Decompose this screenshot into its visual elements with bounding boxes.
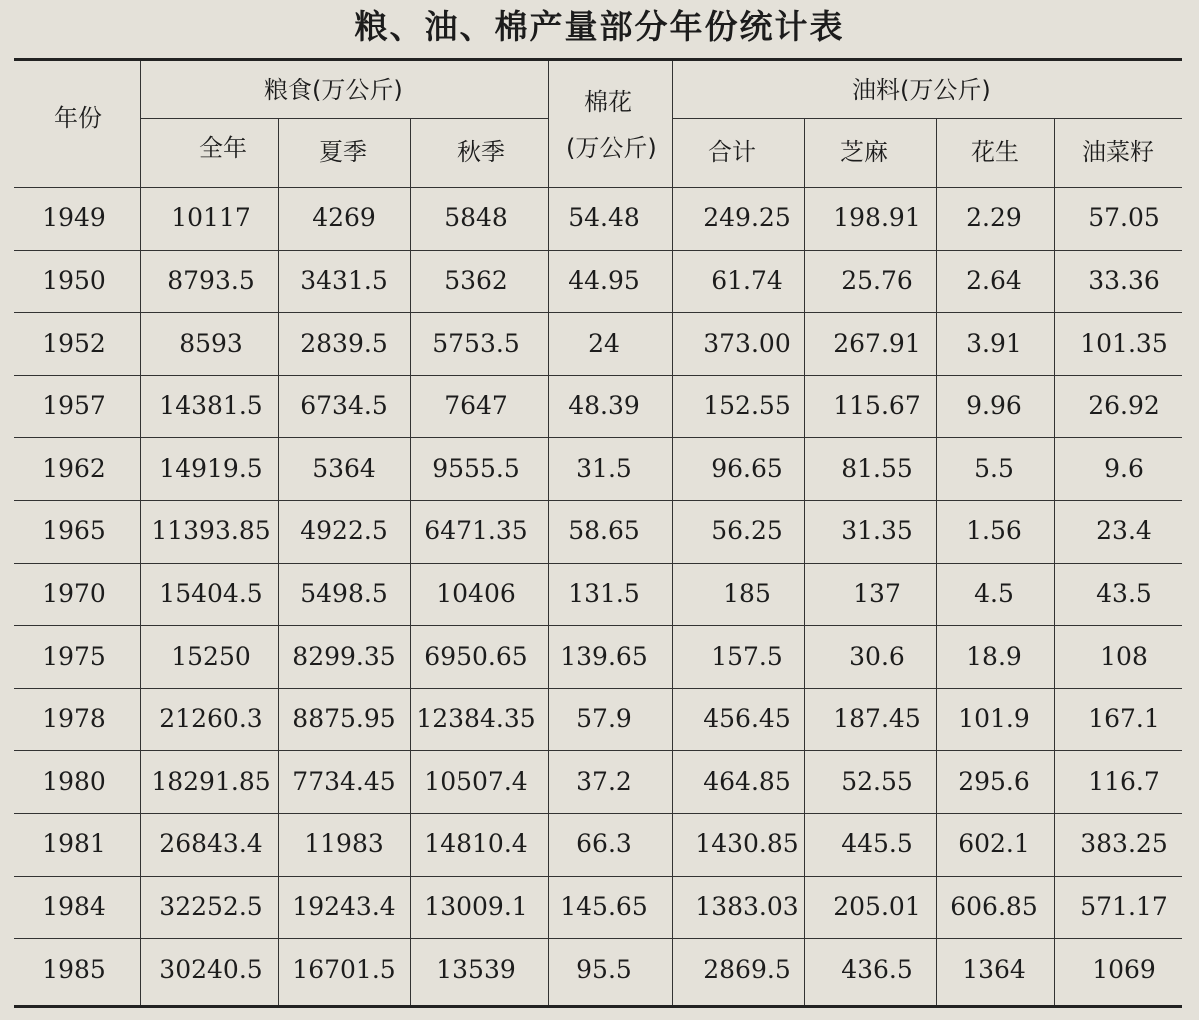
cell-cotton: 95.5 <box>576 954 632 984</box>
cell-rapeseed: 101.35 <box>1080 328 1168 358</box>
column-divider <box>140 61 141 1005</box>
cell-year: 1980 <box>42 766 106 796</box>
header-divider <box>14 187 1182 188</box>
cell-autumn: 7647 <box>444 391 508 421</box>
cell-peanut: 5.5 <box>974 453 1014 483</box>
column-divider <box>804 118 805 1005</box>
cell-sesame: 198.91 <box>833 203 921 233</box>
cell-autumn: 13539 <box>436 954 516 984</box>
cell-oil-total: 152.55 <box>703 391 791 421</box>
cell-cotton: 48.39 <box>568 391 640 421</box>
cell-oil-total: 373.00 <box>703 328 791 358</box>
cell-oil-total: 464.85 <box>703 766 791 796</box>
cell-grain-total: 11393.85 <box>151 516 271 546</box>
cell-summer: 4269 <box>312 203 376 233</box>
cell-peanut: 2.64 <box>966 265 1022 295</box>
cell-sesame: 137 <box>853 578 901 608</box>
column-divider <box>410 118 411 1005</box>
cell-year: 1950 <box>42 265 106 295</box>
cell-rapeseed: 26.92 <box>1088 391 1160 421</box>
cell-year: 1970 <box>42 578 106 608</box>
cell-oil-total: 1430.85 <box>695 829 799 859</box>
cell-cotton: 37.2 <box>576 766 632 796</box>
cell-sesame: 267.91 <box>833 328 921 358</box>
cell-summer: 7734.45 <box>292 766 396 796</box>
cell-autumn: 14810.4 <box>424 829 528 859</box>
cell-summer: 8299.35 <box>292 641 396 671</box>
cell-cotton: 54.48 <box>568 203 640 233</box>
cell-peanut: 1.56 <box>966 516 1022 546</box>
cell-grain-total: 21260.3 <box>159 704 263 734</box>
row-divider <box>14 437 1182 438</box>
cell-sesame: 30.6 <box>849 641 905 671</box>
cell-peanut: 101.9 <box>958 704 1030 734</box>
row-divider <box>14 688 1182 689</box>
row-divider <box>14 312 1182 313</box>
header-sesame: 芝麻 <box>840 138 888 166</box>
cell-peanut: 9.96 <box>966 391 1022 421</box>
row-divider <box>14 500 1182 501</box>
cell-rapeseed: 57.05 <box>1088 203 1160 233</box>
cell-summer: 6734.5 <box>300 391 388 421</box>
cell-oil-total: 185 <box>723 578 771 608</box>
cell-cotton: 58.65 <box>568 516 640 546</box>
header-rapeseed: 油菜籽 <box>1082 138 1154 166</box>
cell-oil-total: 2869.5 <box>703 954 791 984</box>
row-divider <box>14 938 1182 939</box>
cell-peanut: 18.9 <box>966 641 1022 671</box>
row-divider <box>14 813 1182 814</box>
cell-year: 1985 <box>42 954 106 984</box>
column-divider <box>1054 118 1055 1005</box>
column-divider <box>672 61 673 1005</box>
cell-rapeseed: 116.7 <box>1088 766 1160 796</box>
cell-year: 1965 <box>42 516 106 546</box>
cell-rapeseed: 23.4 <box>1096 516 1152 546</box>
cell-cotton: 131.5 <box>568 578 640 608</box>
cell-cotton: 44.95 <box>568 265 640 295</box>
cell-grain-total: 14381.5 <box>159 391 263 421</box>
cell-summer: 16701.5 <box>292 954 396 984</box>
cell-autumn: 12384.35 <box>416 704 536 734</box>
row-divider <box>14 375 1182 376</box>
cell-grain-total: 26843.4 <box>159 829 263 859</box>
row-divider <box>14 563 1182 564</box>
cell-summer: 2839.5 <box>300 328 388 358</box>
cell-summer: 11983 <box>304 829 384 859</box>
cell-sesame: 31.35 <box>841 516 913 546</box>
header-year: 年份 <box>54 104 102 132</box>
cell-rapeseed: 108 <box>1100 641 1148 671</box>
cell-year: 1962 <box>42 453 106 483</box>
header-autumn: 秋季 <box>457 138 505 166</box>
cell-summer: 3431.5 <box>300 265 388 295</box>
cell-oil-total: 249.25 <box>703 203 791 233</box>
row-divider <box>14 250 1182 251</box>
cell-grain-total: 8593 <box>179 328 243 358</box>
header-oil-group: 油料(万公斤) <box>852 76 991 104</box>
cell-autumn: 5753.5 <box>432 328 520 358</box>
cell-autumn: 6471.35 <box>424 516 528 546</box>
cell-peanut: 3.91 <box>966 328 1022 358</box>
header-summer: 夏季 <box>319 138 367 166</box>
cell-year: 1975 <box>42 641 106 671</box>
cell-grain-total: 30240.5 <box>159 954 263 984</box>
column-divider <box>936 118 937 1005</box>
cell-oil-total: 61.74 <box>711 265 783 295</box>
cell-summer: 5364 <box>312 453 376 483</box>
cell-autumn: 6950.65 <box>424 641 528 671</box>
grain-group-rule <box>140 118 548 119</box>
header-cotton-line1: 棉花 <box>584 88 632 116</box>
cell-year: 1949 <box>42 203 106 233</box>
cell-grain-total: 10117 <box>171 203 251 233</box>
cell-year: 1981 <box>42 829 106 859</box>
header-peanut: 花生 <box>971 138 1019 166</box>
cell-peanut: 295.6 <box>958 766 1030 796</box>
cell-cotton: 66.3 <box>576 829 632 859</box>
cell-peanut: 4.5 <box>974 578 1014 608</box>
cell-peanut: 602.1 <box>958 829 1030 859</box>
cell-summer: 19243.4 <box>292 891 396 921</box>
cell-rapeseed: 571.17 <box>1080 891 1168 921</box>
cell-cotton: 57.9 <box>576 704 632 734</box>
cell-summer: 8875.95 <box>292 704 396 734</box>
cell-autumn: 10507.4 <box>424 766 528 796</box>
column-divider <box>548 61 549 1005</box>
cell-oil-total: 157.5 <box>711 641 783 671</box>
cell-rapeseed: 33.36 <box>1088 265 1160 295</box>
cell-rapeseed: 1069 <box>1092 954 1156 984</box>
cell-autumn: 5362 <box>444 265 508 295</box>
cell-grain-total: 15404.5 <box>159 578 263 608</box>
header-grain-total: 全年 <box>199 134 247 162</box>
cell-year: 1978 <box>42 704 106 734</box>
cell-sesame: 81.55 <box>841 453 913 483</box>
cell-sesame: 205.01 <box>833 891 921 921</box>
cell-grain-total: 32252.5 <box>159 891 263 921</box>
cell-summer: 4922.5 <box>300 516 388 546</box>
column-divider <box>278 118 279 1005</box>
cell-grain-total: 14919.5 <box>159 453 263 483</box>
cell-sesame: 445.5 <box>841 829 913 859</box>
header-cotton-line2: (万公斤) <box>566 134 657 162</box>
cell-sesame: 52.55 <box>841 766 913 796</box>
cell-year: 1984 <box>42 891 106 921</box>
cell-autumn: 9555.5 <box>432 453 520 483</box>
row-divider <box>14 750 1182 751</box>
cell-peanut: 1364 <box>962 954 1026 984</box>
cell-oil-total: 56.25 <box>711 516 783 546</box>
cell-grain-total: 8793.5 <box>167 265 255 295</box>
cell-oil-total: 1383.03 <box>695 891 799 921</box>
cell-autumn: 10406 <box>436 578 516 608</box>
cell-summer: 5498.5 <box>300 578 388 608</box>
cell-sesame: 115.67 <box>833 391 921 421</box>
cell-autumn: 13009.1 <box>424 891 528 921</box>
cell-rapeseed: 9.6 <box>1104 453 1144 483</box>
statistics-table <box>14 58 1182 1008</box>
cell-peanut: 2.29 <box>966 203 1022 233</box>
cell-grain-total: 15250 <box>171 641 251 671</box>
cell-oil-total: 96.65 <box>711 453 783 483</box>
cell-autumn: 5848 <box>444 203 508 233</box>
header-oil-total: 合计 <box>708 138 756 166</box>
cell-oil-total: 456.45 <box>703 704 791 734</box>
cell-rapeseed: 383.25 <box>1080 829 1168 859</box>
cell-peanut: 606.85 <box>950 891 1038 921</box>
cell-grain-total: 18291.85 <box>151 766 271 796</box>
cell-year: 1952 <box>42 328 106 358</box>
cell-sesame: 187.45 <box>833 704 921 734</box>
cell-year: 1957 <box>42 391 106 421</box>
cell-cotton: 31.5 <box>576 453 632 483</box>
cell-cotton: 145.65 <box>560 891 648 921</box>
cell-rapeseed: 43.5 <box>1096 578 1152 608</box>
table-title: 粮、油、棉产量部分年份统计表 <box>354 7 845 46</box>
cell-cotton: 24 <box>588 328 620 358</box>
cell-sesame: 436.5 <box>841 954 913 984</box>
row-divider <box>14 625 1182 626</box>
oil-group-rule <box>672 118 1182 119</box>
cell-rapeseed: 167.1 <box>1088 704 1160 734</box>
row-divider <box>14 876 1182 877</box>
cell-sesame: 25.76 <box>841 265 913 295</box>
header-grain-group: 粮食(万公斤) <box>264 76 403 104</box>
cell-cotton: 139.65 <box>560 641 648 671</box>
